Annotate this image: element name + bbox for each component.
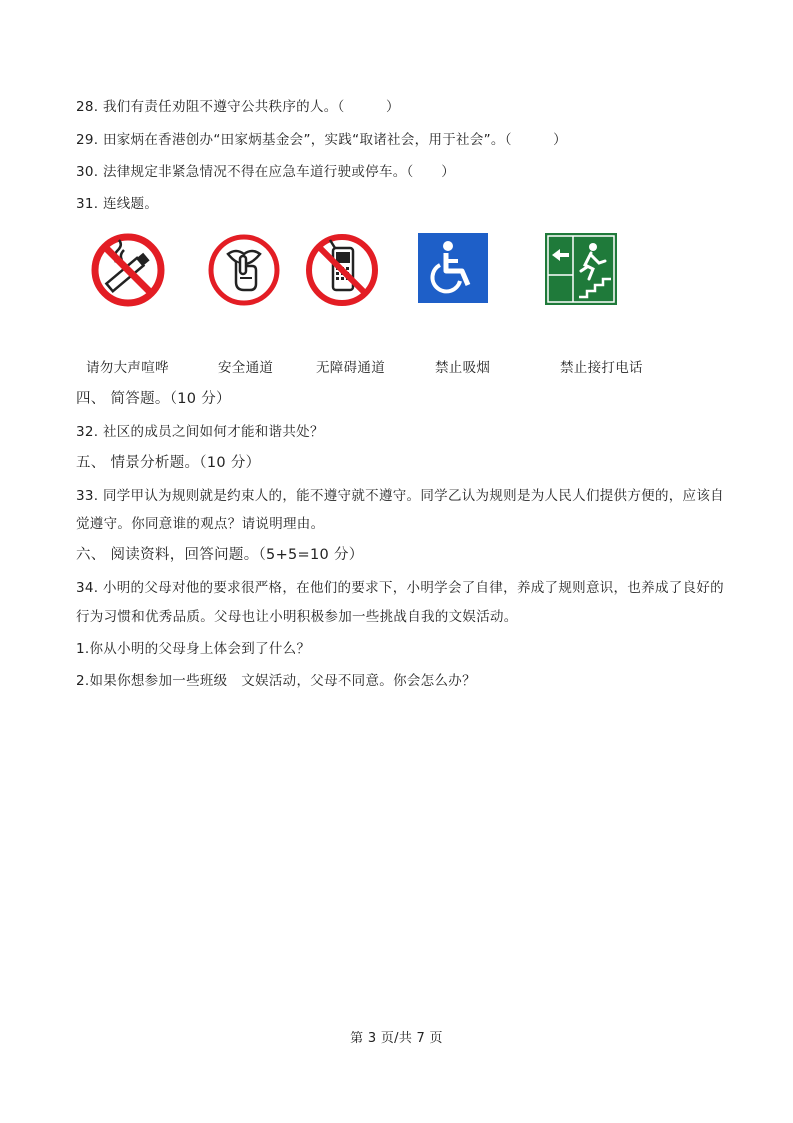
question-31: 31. 连线题。 bbox=[76, 196, 159, 212]
section-6-title: 六、 阅读资料，回答问题。（5+5=10 分） bbox=[76, 547, 364, 563]
exit-sign-icon bbox=[545, 233, 617, 305]
page-footer: 第 3 页/共 7 页 bbox=[350, 1031, 443, 1046]
quiet-sign-icon bbox=[206, 232, 282, 308]
label-no-phone: 禁止接打电话 bbox=[560, 360, 643, 376]
wheelchair-sign-icon bbox=[418, 233, 488, 303]
section-5-title: 五、 情景分析题。（10 分） bbox=[76, 455, 261, 471]
no-smoking-sign-icon bbox=[90, 232, 166, 308]
label-safe-exit: 安全通道 bbox=[218, 360, 274, 376]
label-accessible-passage: 无障碍通道 bbox=[316, 360, 385, 376]
question-29: 29. 田家炳在香港创办“田家炳基金会”，实践“取诸社会，用于社会”。（ ） bbox=[76, 132, 567, 148]
section-4-title: 四、 简答题。（10 分） bbox=[76, 391, 231, 407]
question-34-line-1: 34. 小明的父母对他的要求很严格，在他们的要求下，小明学会了自律，养成了规则意识，也养成了良好的 bbox=[76, 580, 724, 596]
sub-question-1: 1.你从小明的父母身上体会到了什么？ bbox=[76, 641, 311, 657]
question-33-line-1: 33. 同学甲认为规则就是约束人的，能不遵守就不遵守。同学乙认为规则是为人民人们提供方便的，应该自 bbox=[76, 488, 724, 504]
sub-question-2: 2.如果你想参加一些班级 文娱活动，父母不同意。你会怎么办？ bbox=[76, 673, 476, 689]
question-30: 30. 法律规定非紧急情况不得在应急车道行驶或停车。（ ） bbox=[76, 164, 456, 180]
label-no-shouting: 请勿大声喧哗 bbox=[86, 360, 169, 376]
label-no-smoking: 禁止吸烟 bbox=[435, 360, 491, 376]
no-phone-sign-icon bbox=[304, 232, 380, 308]
question-33-line-2: 觉遵守。你同意谁的观点？请说明理由。 bbox=[76, 516, 325, 532]
question-28: 28. 我们有责任劝阻不遵守公共秩序的人。（ ） bbox=[76, 99, 400, 115]
question-32: 32. 社区的成员之间如何才能和谐共处？ bbox=[76, 424, 324, 440]
question-34-line-2: 行为习惯和优秀品质。父母也让小明积极参加一些挑战自我的文娱活动。 bbox=[76, 609, 518, 625]
